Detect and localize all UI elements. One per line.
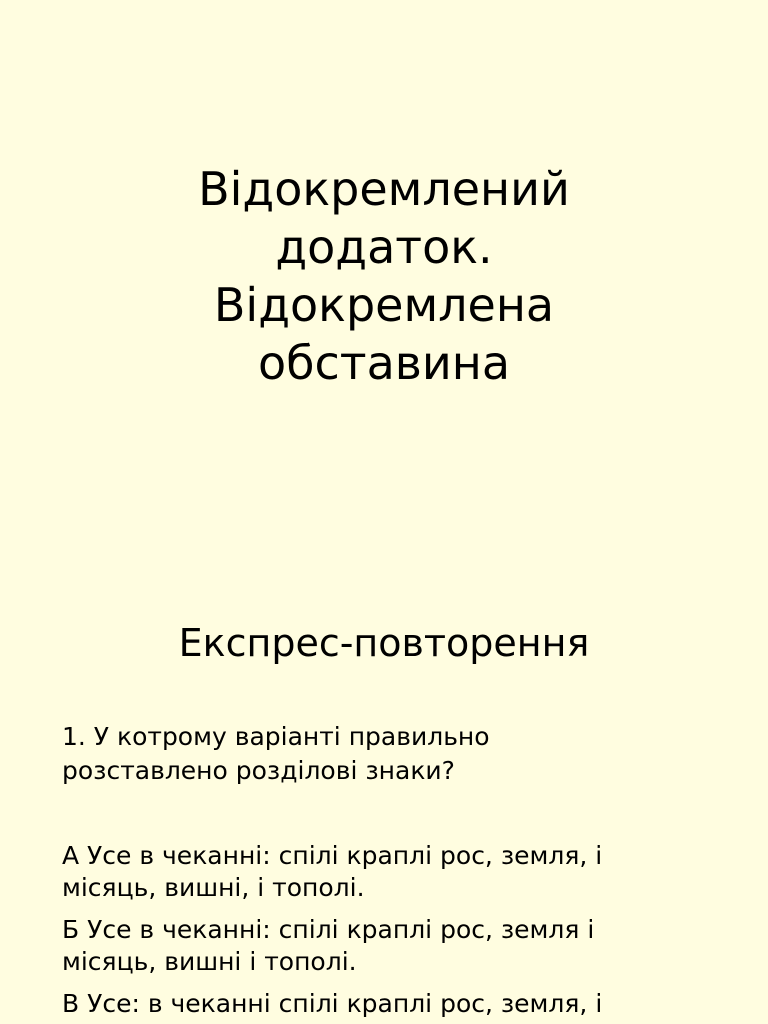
option-line: В Усе: в чеканні спілі краплі рос, земля, і xyxy=(62,989,603,1018)
question-line: 1. У котрому варіанті правильно xyxy=(62,722,490,751)
option-line: місяць, вишні і тополі. xyxy=(62,947,357,976)
section-heading: Експрес-повторення xyxy=(178,621,590,665)
option-line: місяць, вишні, і тополі. xyxy=(62,873,365,902)
answer-options xyxy=(62,840,742,1024)
option-line: А Усе в чеканні: спілі краплі рос, земля, і xyxy=(62,841,603,870)
question-text xyxy=(62,720,742,788)
answer-option-b xyxy=(62,914,742,978)
answer-option-c xyxy=(62,988,742,1020)
option-line: Б Усе в чеканні: спілі краплі рос, земля і xyxy=(62,915,595,944)
slide-title-line: додаток. xyxy=(275,220,493,274)
slide-title-line: Відокремлена xyxy=(213,278,555,332)
slide-title-line: обставина xyxy=(257,336,511,390)
slide-title xyxy=(0,160,768,392)
slide-title-line: Відокремлений xyxy=(198,162,570,216)
answer-option-a xyxy=(62,840,742,904)
question-line: розставлено розділові знаки? xyxy=(62,756,455,785)
